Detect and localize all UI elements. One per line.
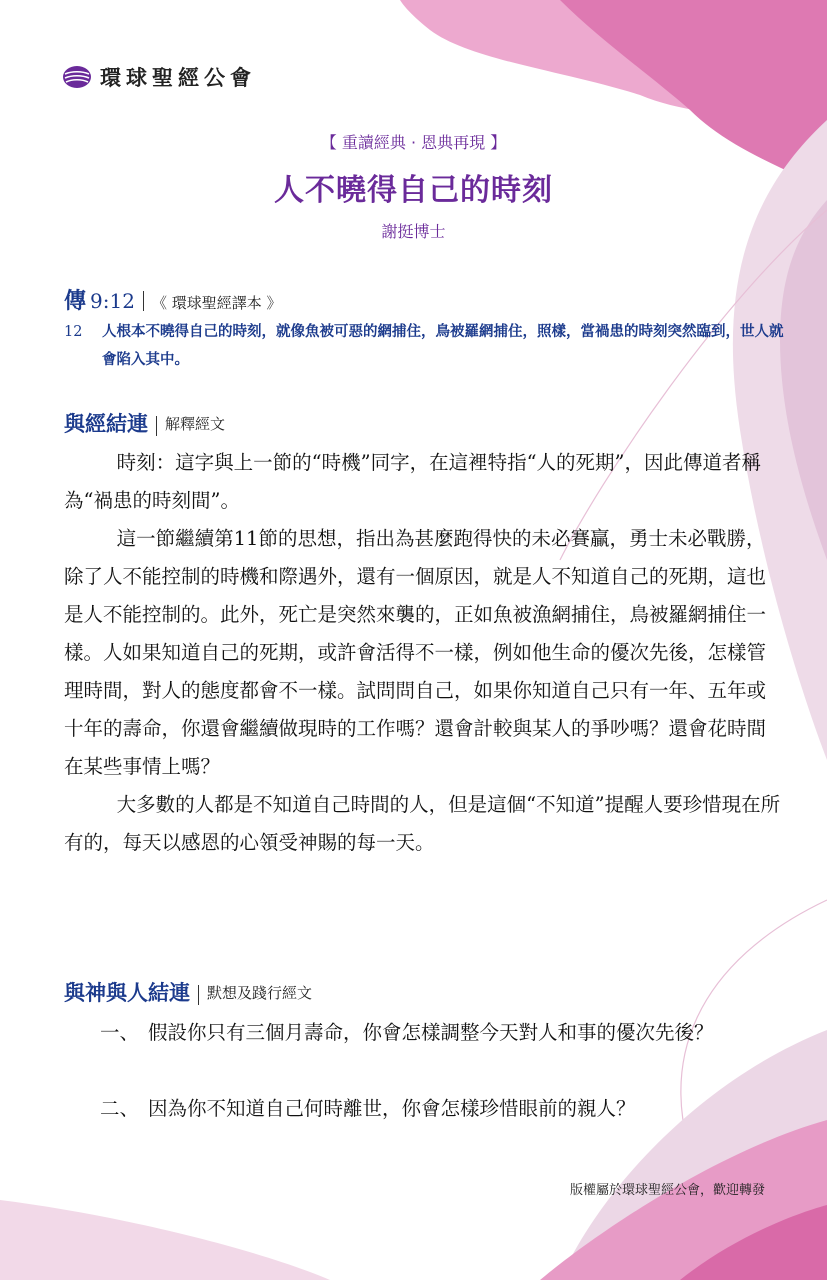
commentary-paragraph: 大多數的人都是不知道自己時間的人，但是這個“不知道”提醒人要珍惜現在所有的，每天以感恩的心領受神賜的每一天。 (64, 793, 781, 854)
commentary-paragraph: 這一節繼續第11節的思想，指出為甚麼跑得快的未必賽贏，勇士未必戰勝，除了人不能控制的時機和際遇外，還有一個原因，就是人不知道自己的死期，這也是人不能控制的。此外，死亡是突然來襲的，正如魚被漁網捕住，鳥被羅網捕住一樣。人如果知道自己的死期，或許會活得不一樣，例如他生命的優次先後，怎樣管理時間，對人的態度都會不一樣。試問問自己，如果你知道自己只有一年、五年或十年的壽命，你還會繼續做現時的工作嗎？還會計較與某人的爭吵嗎？還會花時間在某些事情上嗎？ (64, 527, 767, 778)
scripture-book: 傳 (64, 288, 87, 314)
series-label: 【 重讀經典 · 恩典再現 】 (320, 133, 507, 152)
question-text: 因為你不知道自己何時離世，你會怎樣珍惜眼前的親人？ (148, 1097, 636, 1120)
org-name: 環球聖經公會 (100, 66, 256, 90)
verse-text: 人根本不曉得自己的時刻，就像魚被可惡的網捕住，鳥被羅網捕住，照樣，當禍患的時刻突然臨到，世人就會陷入其中。 (102, 323, 784, 368)
scripture-version: 《 環球聖經譯本 》 (151, 294, 282, 312)
question-number: 二、 (100, 1097, 140, 1120)
question-number: 一、 (100, 1021, 140, 1044)
verse-number: 12 (64, 324, 83, 340)
commentary-paragraph: 時刻：這字與上一節的“時機”同字，在這裡特指“人的死期”，因此傳道者稱為“禍患的時刻間”。 (64, 451, 762, 512)
section-heading-connect-scripture (64, 408, 225, 438)
section-heading-subtitle: 解釋經文 (165, 414, 226, 433)
commentary-body (64, 444, 784, 862)
divider (198, 985, 199, 1005)
section-heading-title: 與神與人結連 (64, 980, 190, 1005)
section-heading-subtitle: 默想及踐行經文 (207, 983, 313, 1002)
scripture-reference (64, 284, 281, 315)
section-heading-connect-people (64, 977, 312, 1007)
bible-society-logo-icon (62, 65, 92, 89)
divider (156, 416, 157, 436)
question-text: 假設你只有三個月壽命，你會怎樣調整今天對人和事的優次先後？ (148, 1021, 714, 1044)
copyright-notice: 版權屬於環球聖經公會，歡迎轉發 (569, 1183, 765, 1198)
org-logo (62, 62, 256, 92)
section-heading-title: 與經結連 (64, 411, 148, 436)
author: 謝挺博士 (381, 222, 446, 241)
divider (143, 291, 144, 311)
scripture-chapter-verse: 9:12 (90, 289, 135, 313)
page-title: 人不曉得自己的時刻 (274, 173, 553, 208)
